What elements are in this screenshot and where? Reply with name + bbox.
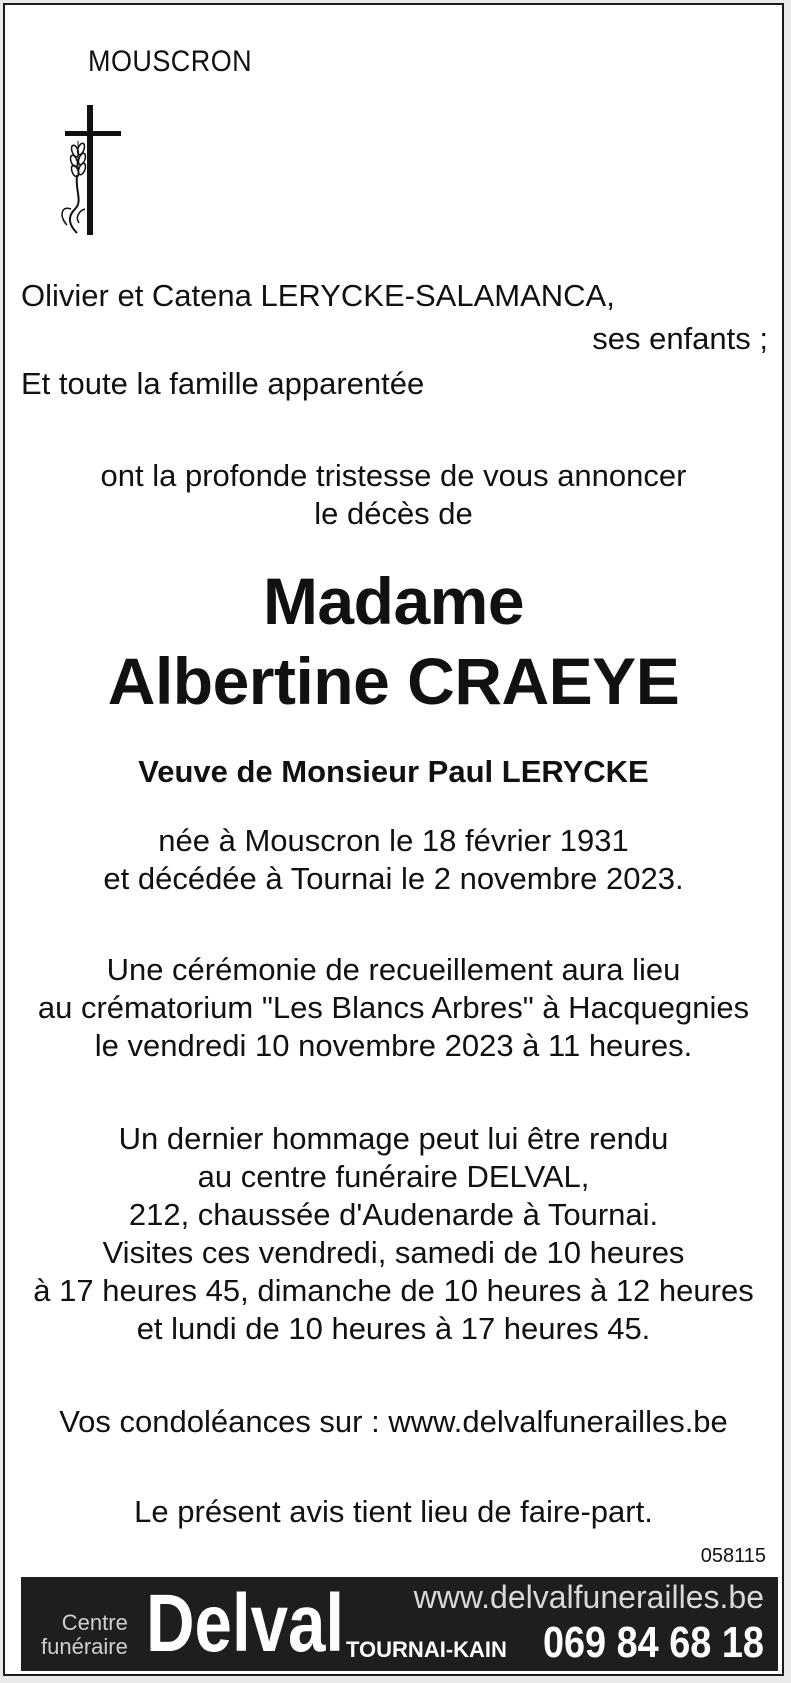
ceremony-line: Une cérémonie de recueillement aura lieu xyxy=(106,952,681,987)
announcement-line: ont la profonde tristesse de vous annoncer xyxy=(100,458,687,493)
tribute-info xyxy=(5,1120,782,1348)
tribute-line: Un dernier hommage peut lui être rendu xyxy=(118,1121,669,1156)
cross-wheat-icon xyxy=(55,105,125,237)
town-label: TOURNAI-KAIN xyxy=(346,1637,507,1662)
tribute-line: et lundi de 10 heures à 17 heures 45. xyxy=(136,1311,651,1346)
family-line-relation: ses enfants ; xyxy=(592,321,768,356)
centre-label-line: funéraire xyxy=(41,1634,128,1659)
widow-of: Veuve de Monsieur Paul LERYCKE xyxy=(138,754,649,789)
ceremony-line: le vendredi 10 novembre 2023 à 11 heures. xyxy=(94,1028,693,1063)
ceremony-info xyxy=(5,951,782,1065)
condolences-line: Vos condoléances sur : www.delvalfunerailles.be xyxy=(59,1404,728,1439)
deceased-fullname: Albertine CRAEYE xyxy=(107,644,680,718)
tribute-line: 212, chaussée d'Audenarde à Tournai. xyxy=(128,1197,659,1232)
tribute-line: Visites ces vendredi, samedi de 10 heures xyxy=(102,1235,685,1270)
family-line-children: Olivier et Catena LERYCKE-SALAMANCA, xyxy=(21,278,615,313)
deceased-title: Madame xyxy=(262,564,525,638)
tribute-line: à 17 heures 45, dimanche de 10 heures à 12 heures xyxy=(33,1273,754,1308)
announcement-line: le décès de xyxy=(314,496,473,531)
notice-line: Le présent avis tient lieu de faire-part. xyxy=(134,1494,653,1529)
website-link[interactable]: www.delvalfunerailles.be xyxy=(413,1579,764,1615)
life-dates xyxy=(5,822,782,898)
announcement xyxy=(5,457,782,533)
deceased-name xyxy=(5,561,782,721)
tribute-line: au centre funéraire DELVAL, xyxy=(197,1159,590,1194)
death-line: et décédée à Tournai le 2 novembre 2023. xyxy=(103,861,684,896)
centre-label-line: Centre xyxy=(61,1610,128,1635)
family-line-relatives: Et toute la famille apparentée xyxy=(21,366,425,401)
reference-number: 058115 xyxy=(700,1545,766,1567)
city-label: MOUSCRON xyxy=(88,45,253,78)
birth-line: née à Mouscron le 18 février 1931 xyxy=(158,823,629,858)
ceremony-line: au crématorium "Les Blancs Arbres" à Hacquegnies xyxy=(37,990,750,1025)
obituary-notice xyxy=(3,3,784,1676)
funeral-home-banner xyxy=(21,1577,778,1671)
brand-logo: Delval xyxy=(146,1578,345,1669)
phone-number[interactable]: 069 84 68 18 xyxy=(543,1618,764,1667)
centre-funeraire-label xyxy=(41,1611,128,1659)
